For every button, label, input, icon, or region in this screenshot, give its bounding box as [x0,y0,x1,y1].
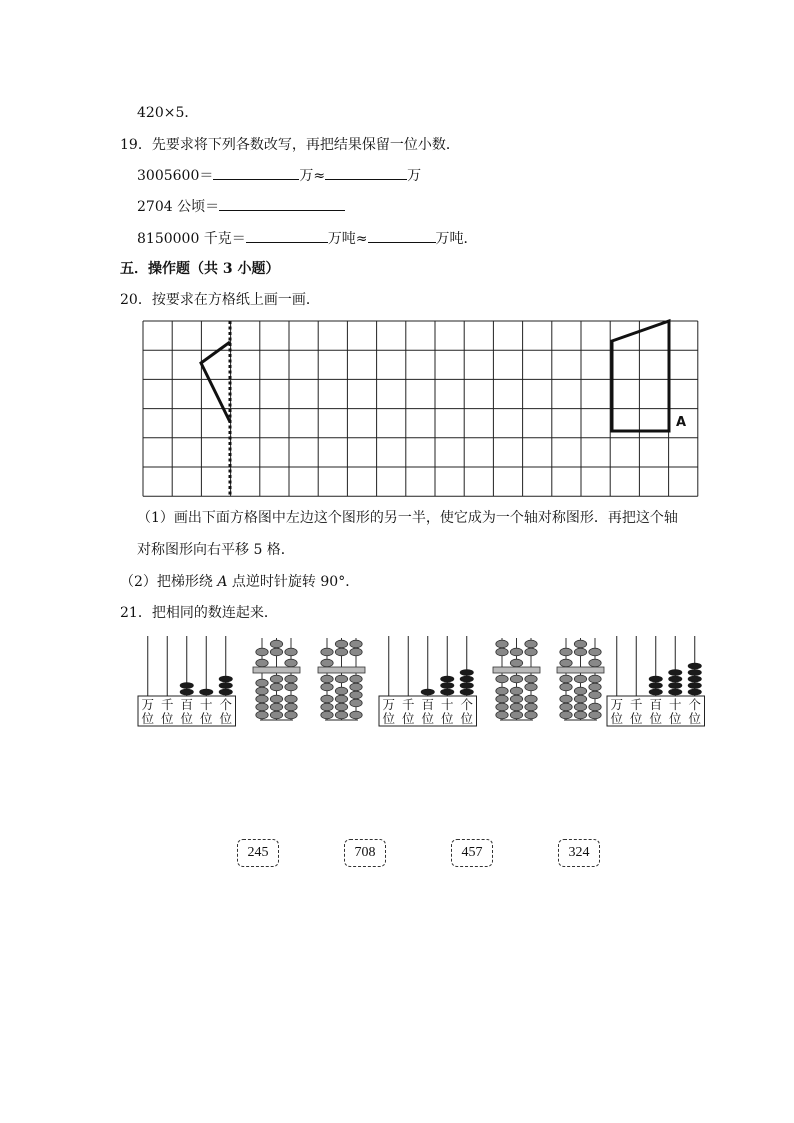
abacus-bead [688,663,702,670]
abacus-bead [496,695,508,703]
abacus-bead [270,640,282,648]
q19-title: 19．先要求将下列各数改写，再把结果保留一位小数． [120,137,460,153]
place-value-abacus [379,636,477,726]
abacus-bead [496,687,508,695]
abacus-bead [460,689,474,696]
abacus-bead [270,711,282,719]
place-label: 十 [199,697,213,712]
q19-line-2 [137,196,345,217]
abacus-bead [510,659,522,667]
abacus-bead [285,648,297,656]
abacus-bead [496,640,508,648]
abacus-bead [219,676,233,683]
q20-sub1-line1: （1）画出下面方格图中左边这个图形的另一半，使它成为一个轴对称图形．再把这个轴 [137,510,678,526]
place-label-wei: 位 [219,711,233,726]
abacus-bead [560,703,572,711]
place-label-wei: 位 [668,711,682,726]
abacus-bead [256,687,268,695]
abacus-bead [256,648,268,656]
answer-blank-5[interactable] [368,228,436,243]
place-value-abacus [138,636,236,726]
abacus-beam [493,667,540,673]
abacus-bead [574,711,586,719]
abacus-bead [688,682,702,689]
abacus-bead [589,675,601,683]
q19-line3-number: 8150000 千克＝ [137,231,246,247]
place-label: 个 [219,697,233,712]
point-a-label: A [676,415,687,430]
trapezoid [612,321,669,431]
abacus-bead [574,687,586,695]
abacus-bead [560,675,572,683]
abacus-bead [350,683,362,691]
abacus-bead [649,676,663,683]
abacus-bead [649,689,663,696]
abacus-bead [496,648,508,656]
abacus-bead [270,648,282,656]
q19-line1-unit1: 万≈ [299,168,326,184]
abacus-bead [589,683,601,691]
abacus-bead [560,648,572,656]
place-label-wei: 位 [382,711,396,726]
place-label: 十 [668,697,682,712]
abacus-bead [335,695,347,703]
abacus-bead [350,691,362,699]
q19-line1-number: 3005600＝ [137,168,214,184]
abacus-figures [130,632,710,732]
q20-sub1-line2: 对称图形向右平移 5 格． [137,542,295,558]
abacus-bead [285,711,297,719]
abacus-bead [350,699,362,707]
abacus-bead [256,711,268,719]
abacus-bead [574,695,586,703]
abacus-bead [574,648,586,656]
abacus-bead [285,695,297,703]
place-label-wei: 位 [421,711,435,726]
abacus-bead [510,711,522,719]
abacus-bead [688,676,702,683]
abacus-bead [321,675,333,683]
number-card-457[interactable]: 457 [451,839,493,867]
abacus-bead [525,675,537,683]
bead-abacus [318,638,365,720]
place-label-wei: 位 [180,711,194,726]
q20-sub2-pre: （2）把梯形绕 [120,574,218,590]
place-label-wei: 位 [460,711,474,726]
q20-sub2 [120,572,359,592]
abacus-bead [649,682,663,689]
q20-sub2-post: 点逆时针旋转 90°． [227,574,360,590]
abacus-bead [321,695,333,703]
abacus-bead [256,695,268,703]
abacus-bead [510,648,522,656]
abacus-bead [421,689,435,696]
abacus-bead [589,659,601,667]
place-label: 百 [421,697,435,712]
abacus-bead [460,682,474,689]
abacus-bead [525,648,537,656]
half-shape [201,342,230,422]
abacus-bead [335,640,347,648]
place-label-wei: 位 [199,711,213,726]
answer-blank-4[interactable] [246,228,328,243]
abacus-beam [318,667,365,673]
place-label-wei: 位 [649,711,663,726]
abacus-bead [589,711,601,719]
abacus-bead [525,703,537,711]
q19-line3-unit1: 万吨≈ [327,231,368,247]
abacus-bead [285,675,297,683]
abacus-bead [668,669,682,676]
abacus-bead [256,659,268,667]
q19-line1-unit2: 万 [407,168,422,184]
abacus-bead [285,703,297,711]
abacus-bead [525,683,537,691]
abacus-bead [321,711,333,719]
abacus-bead [335,675,347,683]
place-label-wei: 位 [160,711,174,726]
abacus-bead [510,695,522,703]
place-label: 百 [180,697,194,712]
place-label-wei: 位 [440,711,454,726]
abacus-bead [574,703,586,711]
abacus-bead [219,682,233,689]
abacus-bead [589,648,601,656]
q19-line-1 [137,165,421,186]
abacus-bead [589,691,601,699]
q19-line-3 [137,228,478,249]
place-label: 千 [629,697,643,712]
place-label-wei: 位 [629,711,643,726]
abacus-bead [510,703,522,711]
abacus-bead [688,669,702,676]
abacus-bead [574,675,586,683]
abacus-bead [335,703,347,711]
abacus-bead [496,703,508,711]
q21-title: 21．把相同的数连起来． [120,605,278,621]
abacus-bead [285,683,297,691]
place-label: 千 [401,697,415,712]
abacus-bead [180,689,194,696]
answer-blank-1[interactable] [213,165,299,180]
abacus-bead [321,683,333,691]
abacus-bead [688,689,702,696]
place-label-wei: 位 [141,711,155,726]
bead-abacus [557,638,604,720]
place-label: 十 [440,697,454,712]
answer-blank-2[interactable] [325,165,407,180]
abacus-bead [335,711,347,719]
abacus-bead [270,683,282,691]
abacus-bead [496,711,508,719]
q19-line3-unit2: 万吨． [435,231,478,247]
number-card-324[interactable]: 324 [558,839,600,867]
abacus-bead [560,695,572,703]
number-card-245[interactable]: 245 [237,839,279,867]
abacus-bead [496,675,508,683]
abacus-bead [440,689,454,696]
abacus-bead [350,675,362,683]
abacus-bead [350,648,362,656]
abacus-bead [574,640,586,648]
bead-abacus [253,638,300,720]
abacus-bead [199,689,213,696]
place-label: 万 [382,697,396,712]
abacus-bead [460,676,474,683]
q20-grid-figure[interactable] [140,318,700,498]
place-label-wei: 位 [688,711,702,726]
abacus-bead [525,640,537,648]
q18-tail: 420×5． [137,105,199,121]
abacus-bead [525,695,537,703]
abacus-bead [350,640,362,648]
abacus-bead [270,675,282,683]
abacus-bead [668,676,682,683]
q19-line2-number: 2704 公顷＝ [137,199,220,215]
abacus-bead [270,703,282,711]
abacus-bead [335,648,347,656]
abacus-bead [525,711,537,719]
abacus-bead [321,648,333,656]
place-label: 个 [460,697,474,712]
abacus-bead [321,703,333,711]
abacus-bead [440,676,454,683]
abacus-bead [560,683,572,691]
abacus-bead [285,659,297,667]
abacus-beam [253,667,300,673]
q20-sub2-var: A [217,574,228,590]
abacus-bead [180,682,194,689]
place-label: 百 [649,697,663,712]
abacus-bead [440,682,454,689]
place-label: 个 [688,697,702,712]
abacus-bead [560,659,572,667]
place-label: 千 [160,697,174,712]
square-grid [143,321,698,496]
answer-blank-3[interactable] [219,196,345,211]
abacus-beam [557,667,604,673]
abacus-bead [256,679,268,687]
place-label: 万 [141,697,155,712]
abacus-bead [589,703,601,711]
abacus-bead [219,689,233,696]
abacus-bead [321,659,333,667]
place-label: 万 [610,697,624,712]
section-5-heading: 五．操作题（共 3 小题） [120,261,280,277]
abacus-bead [668,682,682,689]
place-value-abacus [607,636,705,726]
abacus-bead [510,687,522,695]
bead-abacus [493,638,540,720]
abacus-bead [350,711,362,719]
place-label-wei: 位 [401,711,415,726]
place-label-wei: 位 [610,711,624,726]
number-card-708[interactable]: 708 [344,839,386,867]
abacus-bead [460,669,474,676]
abacus-bead [510,675,522,683]
abacus-bead [270,695,282,703]
abacus-bead [256,703,268,711]
abacus-bead [560,711,572,719]
abacus-bead [335,687,347,695]
q20-title: 20．按要求在方格纸上画一画． [120,292,320,308]
abacus-bead [668,689,682,696]
